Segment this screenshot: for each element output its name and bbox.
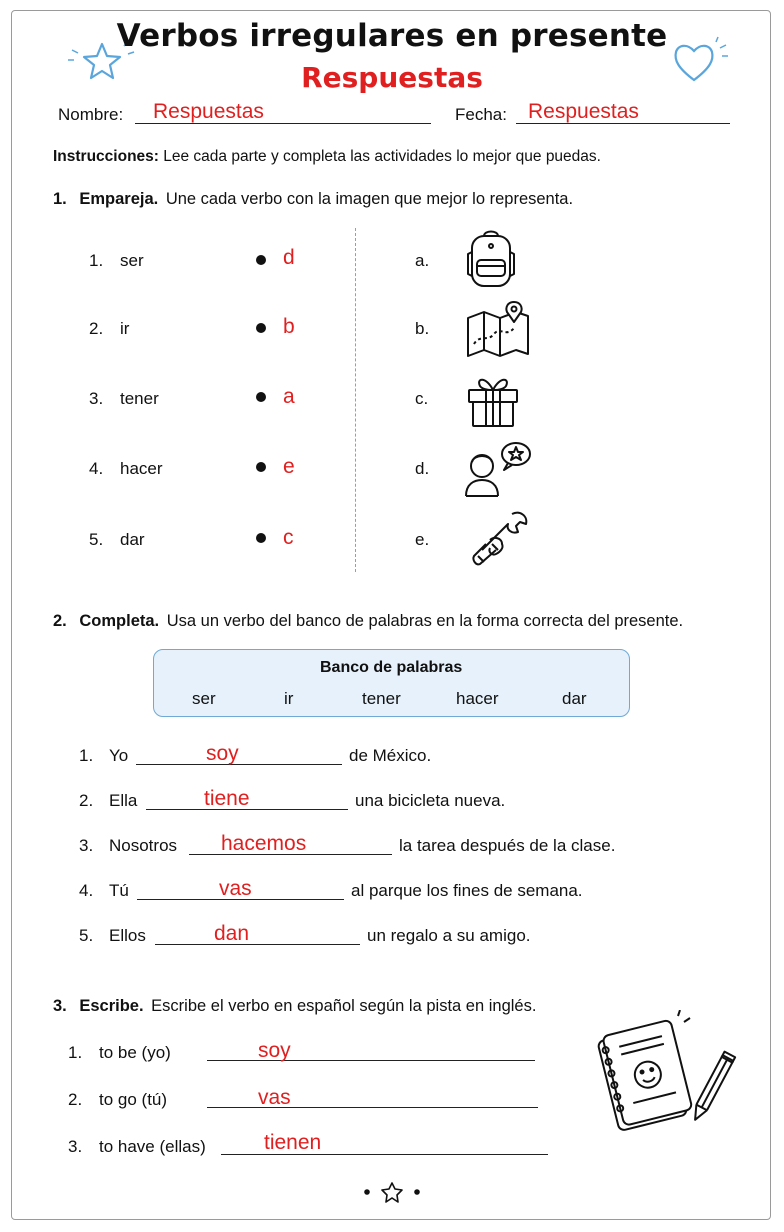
sentence-rest-5: un regalo a su amigo. bbox=[367, 926, 531, 945]
match-num-1: 1. bbox=[89, 251, 104, 270]
clue-answer-3: tienen bbox=[264, 1131, 322, 1154]
clue-answer-2: vas bbox=[258, 1086, 291, 1109]
sentence-answer-3: hacemos bbox=[221, 832, 307, 855]
section3-number: 3. bbox=[53, 997, 67, 1015]
word-bank-title: Banco de palabras bbox=[320, 659, 463, 676]
bank-word-ser: ser bbox=[192, 689, 216, 708]
sentence-rest-3: la tarea después de la clase. bbox=[399, 836, 616, 855]
instructions-label: Instrucciones: bbox=[53, 148, 159, 165]
section1-heading bbox=[53, 190, 573, 209]
section2-heading bbox=[53, 612, 683, 631]
match-answer-5: c bbox=[283, 526, 294, 549]
match-answer-3: a bbox=[283, 385, 295, 408]
sentence-subject-4: Tú bbox=[109, 881, 129, 900]
sentence-num-1: 1. bbox=[79, 746, 94, 765]
bank-word-hacer: hacer bbox=[456, 689, 499, 708]
clue-answer-1: soy bbox=[258, 1039, 291, 1062]
match-verb-1: ser bbox=[120, 251, 144, 270]
sentence-num-4: 4. bbox=[79, 881, 94, 900]
sentence-answer-2: tiene bbox=[204, 787, 250, 810]
image-letter-b: b. bbox=[415, 319, 430, 338]
backpack-icon bbox=[464, 228, 520, 290]
clue-blank-2[interactable] bbox=[207, 1107, 538, 1108]
section3-title: Escribe. bbox=[79, 997, 144, 1015]
image-letter-d: d. bbox=[415, 459, 430, 478]
sentence-subject-3: Nosotros bbox=[109, 836, 178, 855]
match-dot-2[interactable] bbox=[256, 323, 266, 333]
clue-num-1: 1. bbox=[68, 1043, 83, 1062]
match-num-2: 2. bbox=[89, 319, 104, 338]
clue-text-3: to have (ellas) bbox=[99, 1137, 206, 1156]
sentence-answer-1: soy bbox=[206, 742, 239, 765]
sentence-answer-5: dan bbox=[214, 922, 250, 945]
gift-icon bbox=[464, 370, 522, 430]
section2-title: Completa. bbox=[79, 612, 160, 630]
clue-text-2: to go (tú) bbox=[99, 1090, 168, 1109]
name-label: Nombre: bbox=[58, 105, 124, 124]
section2-text: Usa un verbo del banco de palabras en la forma correcta del presente. bbox=[166, 612, 684, 630]
instructions bbox=[53, 148, 601, 166]
match-dot-5[interactable] bbox=[256, 533, 266, 543]
section1-text: Une cada verbo con la imagen que mejor lo representa. bbox=[165, 190, 574, 208]
page-subtitle: Respuestas bbox=[301, 61, 483, 94]
hand-wrench-icon bbox=[468, 508, 532, 570]
date-value: Respuestas bbox=[528, 100, 639, 123]
match-verb-2: ir bbox=[120, 319, 130, 338]
page-title: Verbos irregulares en presente bbox=[116, 18, 668, 54]
section2-number: 2. bbox=[53, 612, 67, 630]
bank-word-ir: ir bbox=[284, 689, 294, 708]
sentence-blank-5[interactable] bbox=[155, 944, 360, 945]
sentence-num-2: 2. bbox=[79, 791, 94, 810]
clue-text-1: to be (yo) bbox=[99, 1043, 171, 1062]
bank-word-tener: tener bbox=[362, 689, 401, 708]
date-label: Fecha: bbox=[455, 105, 507, 124]
clue-num-2: 2. bbox=[68, 1090, 83, 1109]
match-answer-4: e bbox=[283, 455, 295, 478]
sentence-subject-1: Yo bbox=[109, 746, 129, 765]
match-dot-4[interactable] bbox=[256, 462, 266, 472]
match-verb-4: hacer bbox=[120, 459, 163, 478]
name-value: Respuestas bbox=[153, 100, 264, 123]
match-dot-1[interactable] bbox=[256, 255, 266, 265]
sentence-rest-2: una bicicleta nueva. bbox=[355, 791, 506, 810]
bank-word-dar: dar bbox=[562, 689, 587, 708]
sentence-blank-1[interactable] bbox=[136, 764, 342, 765]
match-num-4: 4. bbox=[89, 459, 104, 478]
section1-number: 1. bbox=[53, 190, 67, 208]
sentence-num-5: 5. bbox=[79, 926, 94, 945]
image-letter-c: c. bbox=[415, 389, 429, 408]
notebook-pencil-icon bbox=[588, 1010, 738, 1138]
section3-heading bbox=[53, 997, 536, 1016]
clue-blank-1[interactable] bbox=[207, 1060, 535, 1061]
match-num-5: 5. bbox=[89, 530, 104, 549]
sentence-rest-1: de México. bbox=[349, 746, 432, 765]
match-verb-5: dar bbox=[120, 530, 145, 549]
person-star-icon bbox=[462, 438, 536, 500]
match-dot-3[interactable] bbox=[256, 392, 266, 402]
image-letter-e: e. bbox=[415, 530, 430, 549]
clue-num-3: 3. bbox=[68, 1137, 83, 1156]
instructions-text: Lee cada parte y completa las actividades lo mejor que puedas. bbox=[163, 148, 601, 165]
sentence-subject-2: Ella bbox=[109, 791, 138, 810]
footer-star-icon bbox=[362, 1180, 422, 1204]
sentence-answer-4: vas bbox=[219, 877, 252, 900]
match-divider bbox=[355, 228, 356, 572]
sentence-num-3: 3. bbox=[79, 836, 94, 855]
match-answer-2: b bbox=[283, 315, 295, 338]
section3-text: Escribe el verbo en español según la pista en inglés. bbox=[151, 997, 537, 1015]
sentence-rest-4: al parque los fines de semana. bbox=[351, 881, 583, 900]
sentence-subject-5: Ellos bbox=[109, 926, 146, 945]
image-letter-a: a. bbox=[415, 251, 430, 270]
match-answer-1: d bbox=[283, 246, 295, 269]
match-verb-3: tener bbox=[120, 389, 159, 408]
map-icon bbox=[464, 298, 532, 360]
match-num-3: 3. bbox=[89, 389, 104, 408]
section1-title: Empareja. bbox=[79, 190, 159, 208]
